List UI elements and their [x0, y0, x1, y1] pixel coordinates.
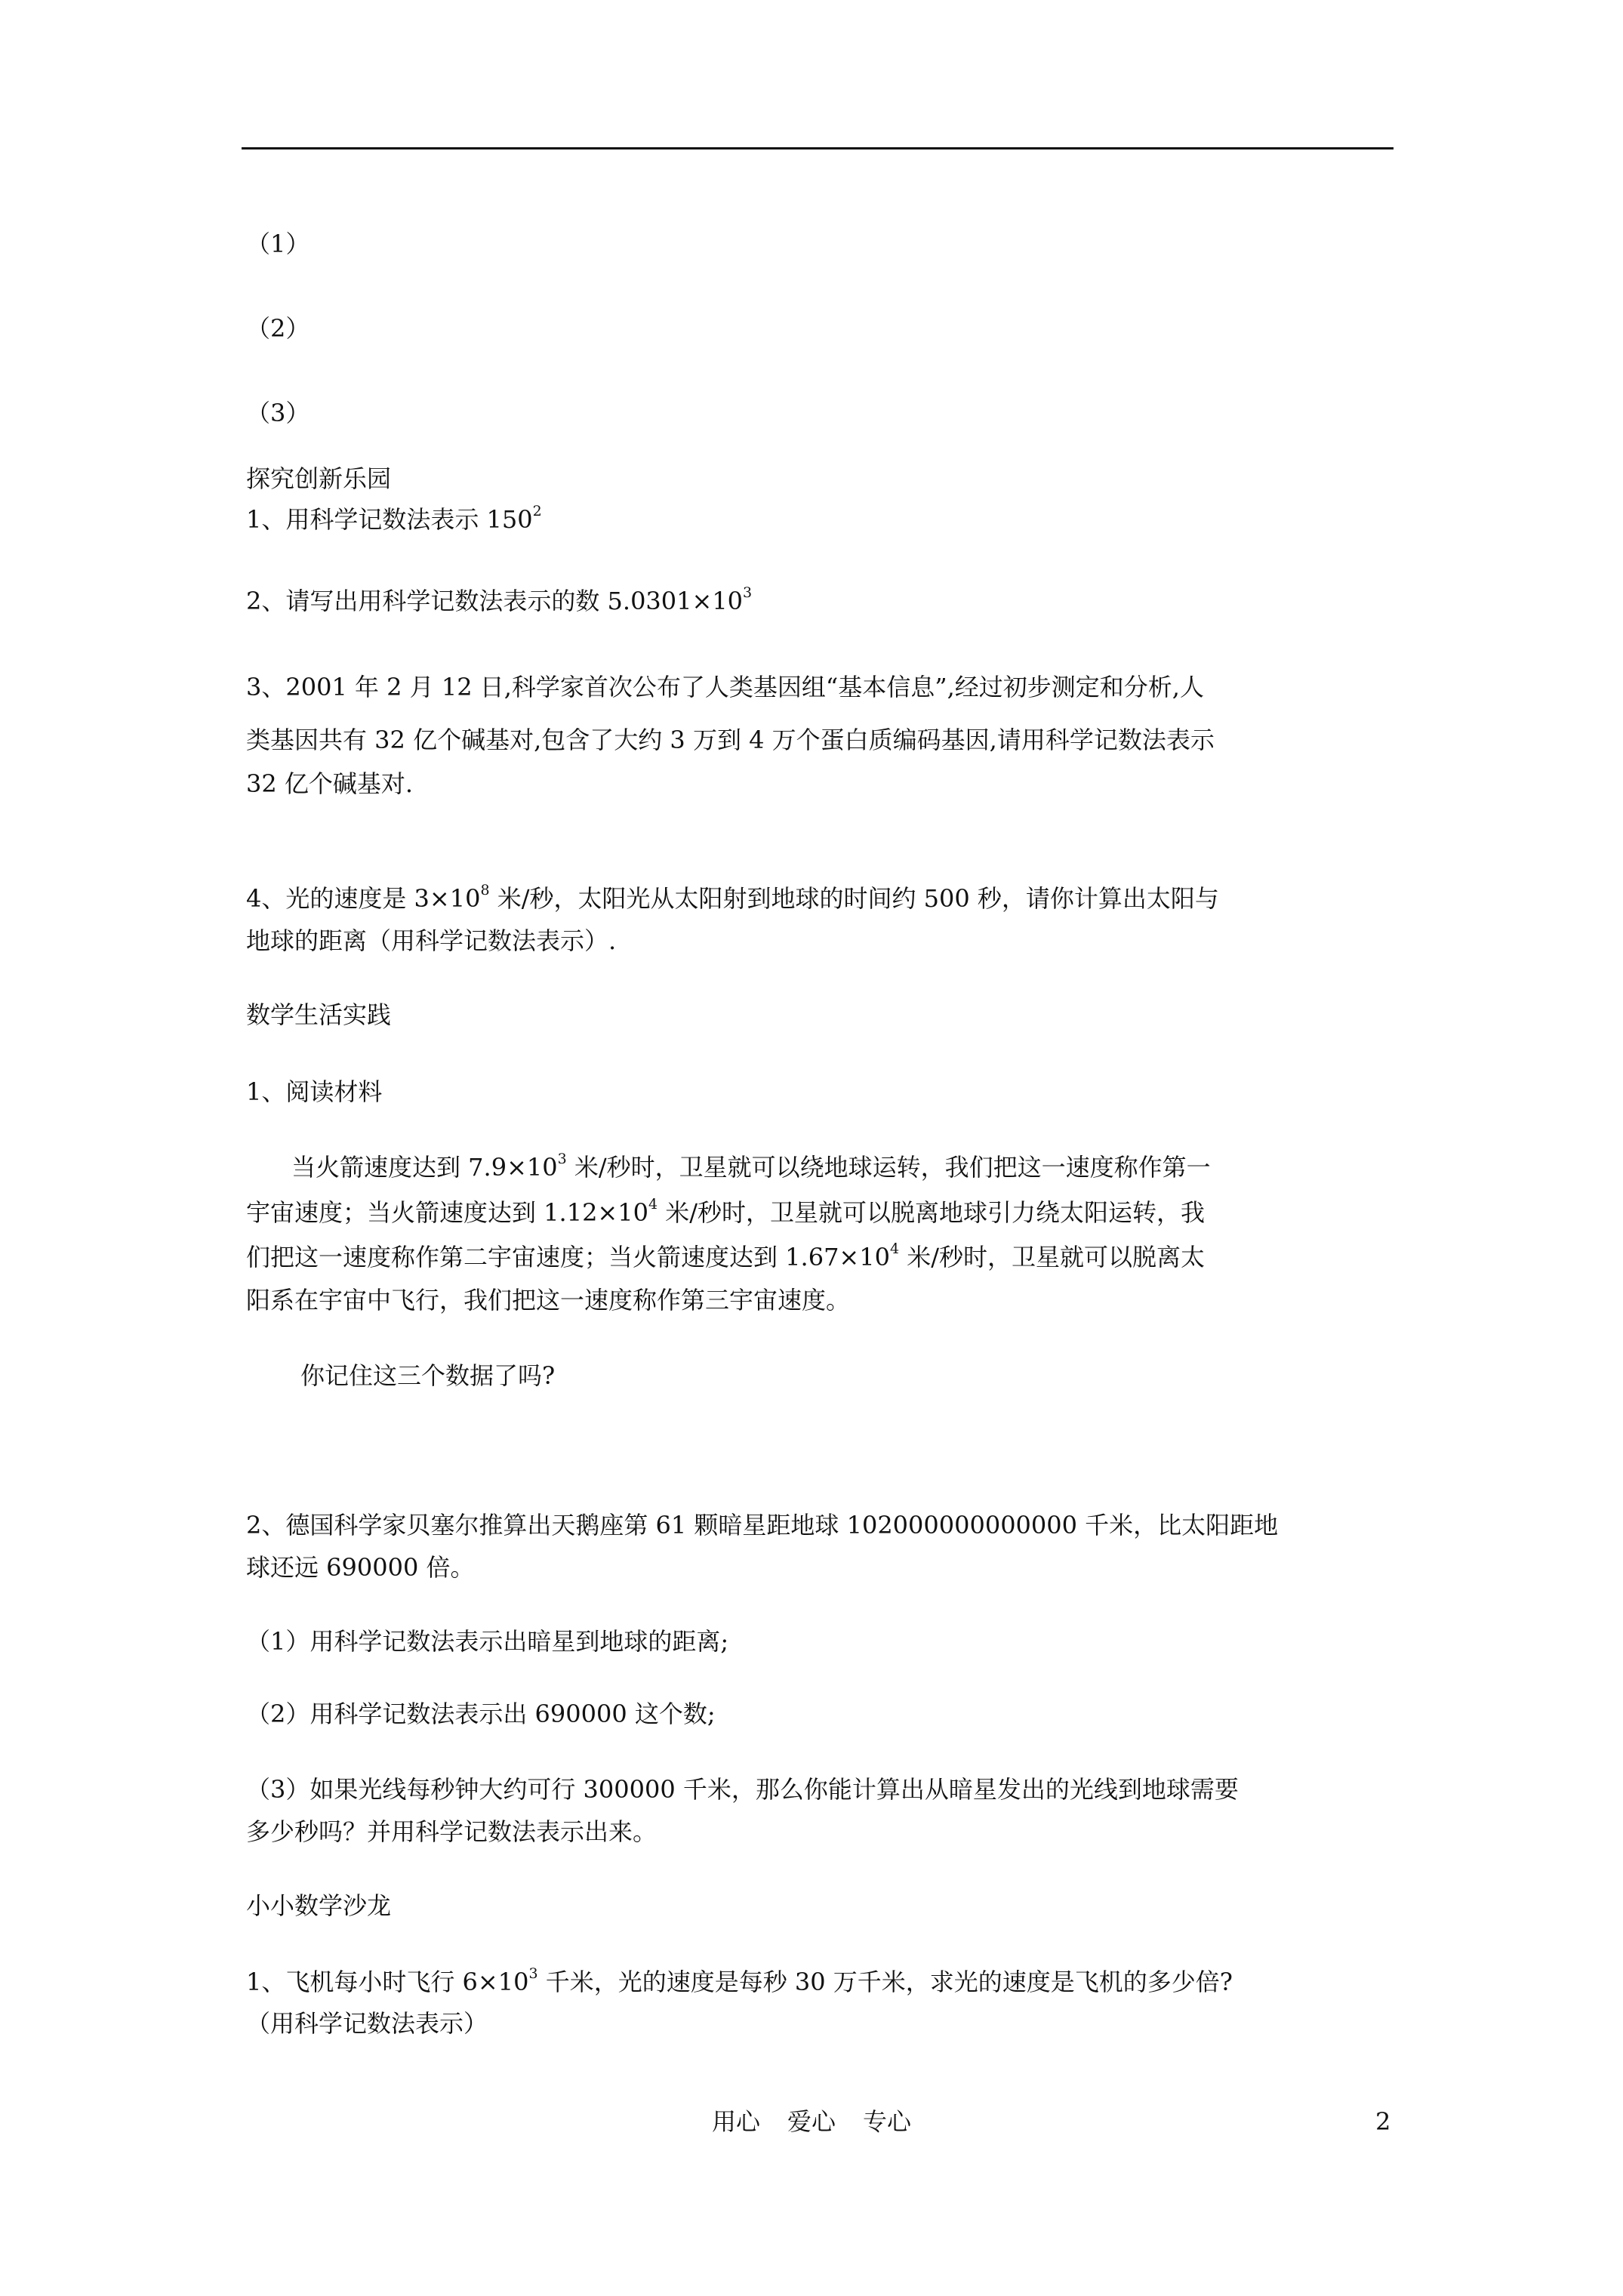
section-title-salon: 小小数学沙龙 — [246, 1891, 392, 1920]
header-rule — [242, 147, 1394, 149]
item-1: （1） — [246, 230, 310, 258]
reading-question: 你记住这三个数据了吗? — [300, 1361, 556, 1390]
section-title-explore: 探究创新乐园 — [246, 464, 392, 493]
footer-word-2: 爱心 — [787, 2107, 836, 2136]
salon-question-1-line-1: 1、飞机每小时飞行 $6\times 10^3$ 千米，光的速度是每秒 30 万千米，求光的速度是飞机的多少倍? — [246, 1965, 1233, 1996]
explore-question-4-line-1: 4、光的速度是 $3\times 10^8$ 米/秒，太阳光从太阳射到地球的时间约 500 秒，请你计算出太阳与 — [246, 882, 1219, 913]
practice-2-sub-3-line-1: （3）如果光线每秒钟大约可行 300000 千米，那么你能计算出从暗星发出的光线到地球需要 — [246, 1775, 1239, 1804]
practice-2-sub-1: （1）用科学记数法表示出暗星到地球的距离; — [246, 1627, 729, 1656]
practice-2-sub-3-line-2: 多少秒吗？并用科学记数法表示出来。 — [246, 1817, 658, 1846]
practice-1-title: 1、阅读材料 — [246, 1077, 383, 1106]
section-title-practice: 数学生活实践 — [246, 1000, 392, 1029]
explore-question-3-line-2: 类基因共有 32 亿个碱基对,包含了大约 3 万到 4 万个蛋白质编码基因,请用科学记数法表示 — [246, 726, 1215, 754]
explore-question-2: 2、请写出用科学记数法表示的数 $5.0301\times 10^3$ — [246, 584, 753, 615]
practice-2-sub-2: （2）用科学记数法表示出 690000 这个数; — [246, 1700, 716, 1728]
item-3: （3） — [246, 399, 310, 427]
salon-question-1-line-2: （用科学记数法表示） — [246, 2009, 488, 2038]
footer-word-3: 专心 — [863, 2107, 912, 2136]
practice-2-line-1: 2、德国科学家贝塞尔推算出天鹅座第 61 颗暗星距地球 102000000000000 千米，比太阳距地 — [246, 1511, 1279, 1539]
page-number: 2 — [1375, 2107, 1391, 2136]
item-2: （2） — [246, 314, 310, 343]
reading-line-3: 们把这一速度称作第二宇宙速度；当火箭速度达到 $1.67\times 10^4$ 米/秒时，卫星就可以脱离太 — [246, 1240, 1206, 1271]
reading-line-2: 宇宙速度；当火箭速度达到 $1.12\times 10^4$ 米/秒时，卫星就可以脱离地球引力绕太阳运转，我 — [246, 1196, 1206, 1227]
reading-line-1: 当火箭速度达到 $7.9\times 10^3$ 米/秒时，卫星就可以绕地球运转，我们把这一速度称作第一 — [291, 1151, 1211, 1182]
explore-question-3-line-1: 3、2001 年 2 月 12 日,科学家首次公布了人类基因组“基本信息”,经过初步测定和分析,人 — [246, 673, 1204, 701]
practice-2-line-2: 球还远 690000 倍。 — [246, 1553, 475, 1582]
footer-word-1: 用心 — [711, 2107, 760, 2136]
explore-question-1: 1、用科学记数法表示 $150^2$ — [246, 503, 542, 534]
reading-line-4: 阳系在宇宙中飞行，我们把这一速度称作第三宇宙速度。 — [246, 1286, 851, 1314]
explore-question-4-line-2: 地球的距离（用科学记数法表示）. — [246, 926, 617, 955]
explore-question-3-line-3: 32 亿个碱基对. — [246, 769, 414, 798]
